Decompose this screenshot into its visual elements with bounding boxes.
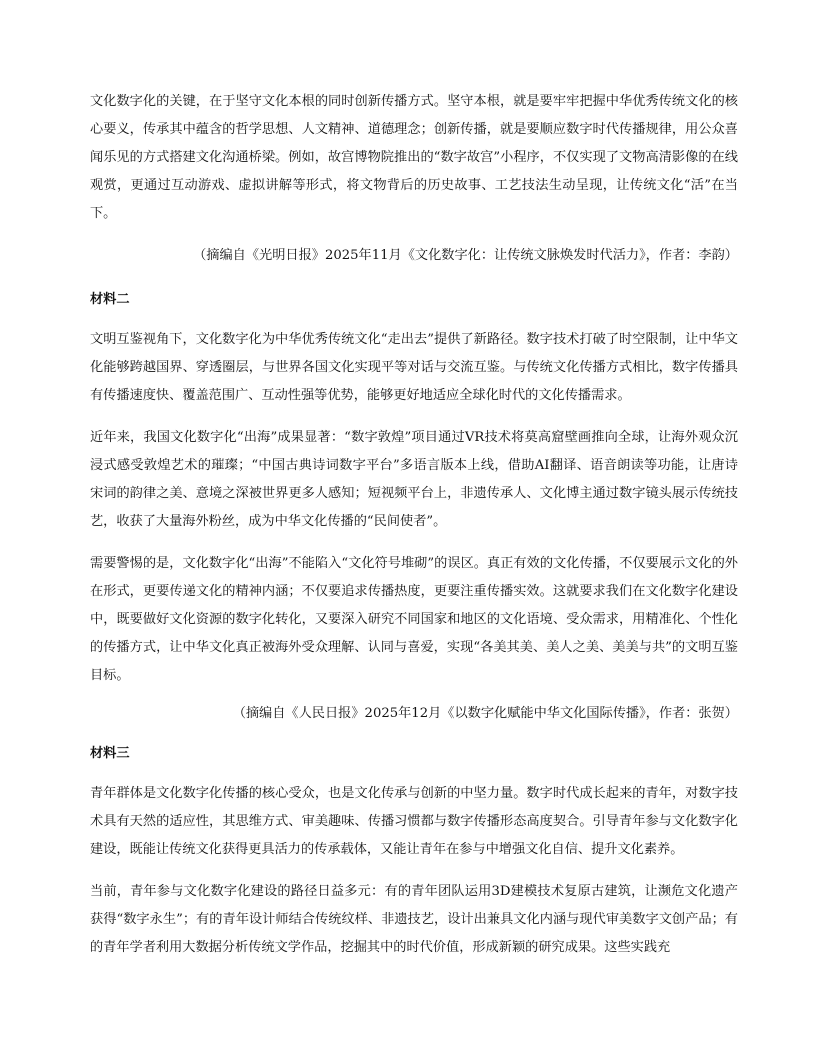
paragraph: 文化数字化的关键，在于坚守文化本根的同时创新传播方式。坚守本根，就是要牢牢把握中华优秀传统文化的核心要义，传承其中蕴含的哲学思想、人文精神、道德理念；创新传播，就是要顺应数字时代传播规律，用公众喜闻乐见的方式搭建文化沟通桥梁。例如，故宫博物院推出的“数字故宫”小程序，不仅实现了文物高清影像的在线观赏，更通过互动游戏、虚拟讲解等形式，将文物背后的历史故事、工艺技法生动呈现，让传统文化“活”在当下。 bbox=[90, 94, 738, 221]
paragraph: 文明互鉴视角下，文化数字化为中华优秀传统文化“走出去”提供了新路径。数字技术打破了时空限制，让中华文化能够跨越国界、穿透圈层，与世界各国文化实现平等对话与交流互鉴。与传统文化传播方式相比，数字传播具有传播速度快、覆盖范围广、互动性强等优势，能够更好地适应全球化时代的文化传播需求。 bbox=[90, 332, 738, 403]
paragraph: 需要警惕的是，文化数字化“出海”不能陷入“文化符号堆砌”的误区。真正有效的文化传播，不仅要展示文化的外在形式，更要传递文化的精神内涵；不仅要追求传播热度，更要注重传播实效。这就要求我们在文化数字化建设中，既要做好文化资源的数字化转化，又要深入研究不同国家和地区的文化语境、受众需求，用精准化、个性化的传播方式，让中华文化真正被海外受众理解、认同与喜爱，实现“各美其美、美人之美、美美与共”的文明互鉴目标。 bbox=[90, 556, 738, 683]
section-heading: 材料三 bbox=[90, 746, 130, 761]
source-citation: （摘编自《人民日报》2025年12月《以数字化赋能中华文化国际传播》，作者：张贺） bbox=[232, 706, 738, 721]
paragraph: 近年来，我国文化数字化“出海”成果显著：“数字敦煌”项目通过VR技术将莫高窟壁画推向全球，让海外观众沉浸式感受敦煌艺术的璀璨；“中国古典诗词数字平台”多语言版本上线，借助AI翻译、语音朗读等功能，让唐诗宋词的韵律之美、意境之深被世界更多人感知；短视频平台上，非遗传承人、文化博主通过数字镜头展示传统技艺，收获了大量海外粉丝，成为中华文化传播的“民间使者”。 bbox=[90, 430, 738, 529]
paragraph: 青年群体是文化数字化传播的核心受众，也是文化传承与创新的中坚力量。数字时代成长起来的青年，对数字技术具有天然的适应性，其思维方式、审美趣味、传播习惯都与数字传播形态高度契合。引导青年参与文化数字化建设，既能让传统文化获得更具活力的传承载体，又能让青年在参与中增强文化自信、提升文化素养。 bbox=[90, 786, 738, 857]
source-citation: （摘编自《光明日报》2025年11月《文化数字化：让传统文脉焕发时代活力》，作者：李韵） bbox=[193, 248, 738, 263]
section-heading: 材料二 bbox=[90, 292, 130, 307]
paragraph: 当前，青年参与文化数字化建设的路径日益多元：有的青年团队运用3D建模技术复原古建筑，让濒危文化遗产获得“数字永生”；有的青年设计师结合传统纹样、非遗技艺，设计出兼具文化内涵与现代审美数字文创产品；有的青年学者利用大数据分析传统文学作品，挖掘其中的时代价值，形成新颖的研究成果。这些实践充 bbox=[90, 884, 738, 955]
